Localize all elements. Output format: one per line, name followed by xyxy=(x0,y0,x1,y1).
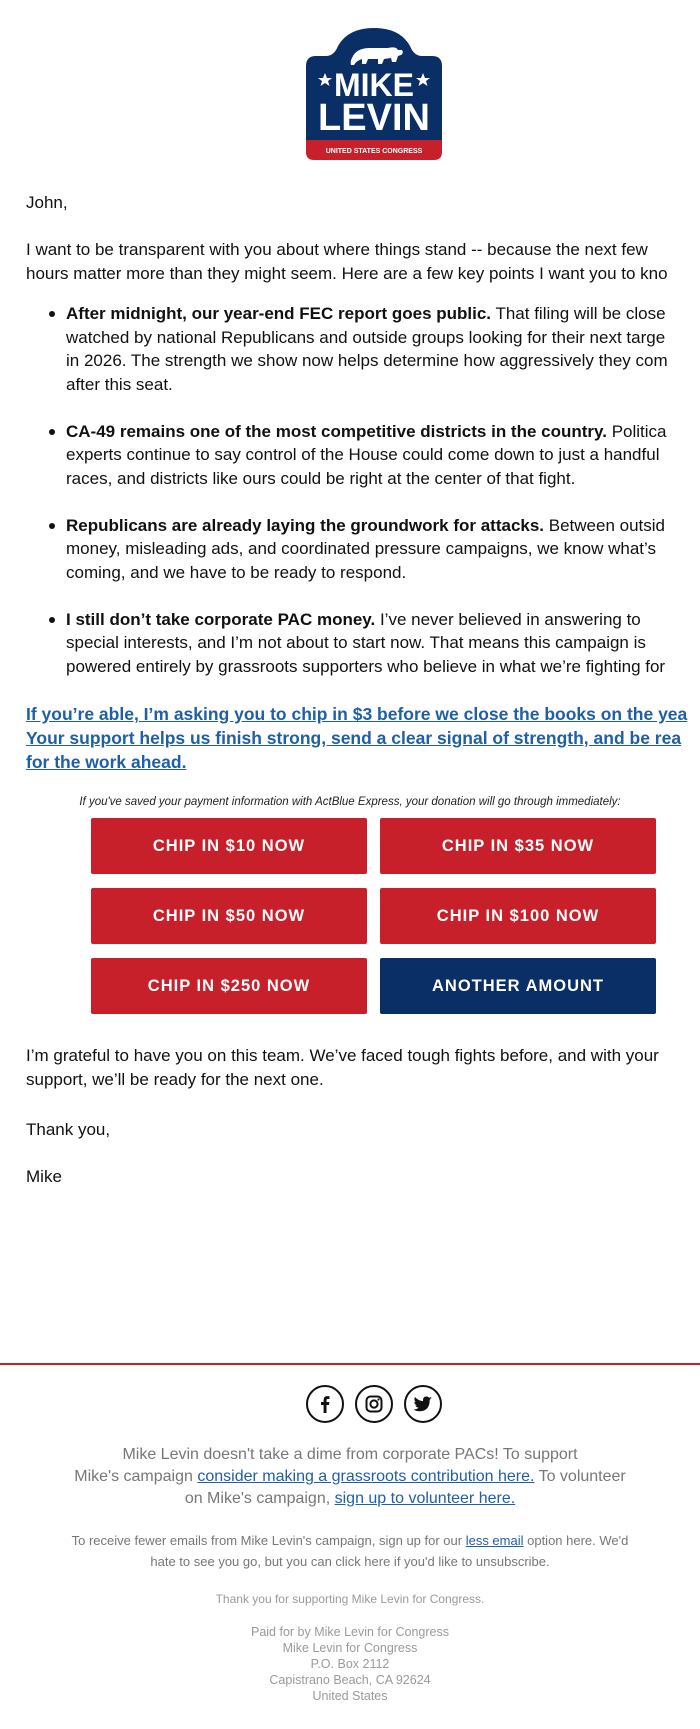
footer-message xyxy=(0,1444,700,1510)
footer-thanks: Thank you for supporting Mike Levin for Congress. xyxy=(215,1592,485,1606)
instagram-icon[interactable] xyxy=(355,1385,393,1423)
thank-you-text: Thank you, xyxy=(26,1120,111,1139)
footer-line: Mike Levin doesn't take a dime from corporate PACs! To support xyxy=(122,1446,578,1463)
point-text: That filing will be close xyxy=(491,304,666,323)
less-email-link[interactable]: less email xyxy=(465,1533,524,1548)
grassroots-contribution-link[interactable]: consider making a grassroots contribution here. xyxy=(197,1468,535,1485)
actblue-express-note: If you've saved your payment information with ActBlue Express, your donation will go through immediately: xyxy=(79,796,621,808)
point-text: powered entirely by grassroots supporters who believe in what we’re fighting for xyxy=(66,656,666,676)
greeting: John, xyxy=(26,193,68,212)
point-text: in 2026. The strength we show now helps determine how aggressively they com xyxy=(66,351,668,370)
chip-in-10-button[interactable]: CHIP IN $10 NOW xyxy=(91,818,367,874)
address-line: Mike Levin for Congress xyxy=(282,1641,418,1655)
closing-paragraph xyxy=(26,1044,700,1091)
list-item xyxy=(26,608,700,679)
logo-name-line1: MIKE xyxy=(334,67,414,103)
point-text: Politica xyxy=(606,421,667,441)
email-preferences xyxy=(0,1530,700,1572)
footer-text: Mike's campaign xyxy=(74,1468,198,1485)
donate-cta-link[interactable] xyxy=(26,702,700,774)
closing-line: I’m grateful to have you on this team. We’ve faced tough fights before, and with your xyxy=(26,1046,659,1065)
list-item xyxy=(26,302,700,396)
point-text: after this seat. xyxy=(66,374,173,394)
point-text: special interests, and I’m not about to start now. That means this campaign is xyxy=(66,633,646,652)
address-line: Paid for by Mike Levin for Congress xyxy=(250,1625,449,1639)
intro-paragraph xyxy=(26,238,700,285)
closing-line: support, we’ll be ready for the next one. xyxy=(26,1069,324,1089)
another-amount-button[interactable]: ANOTHER AMOUNT xyxy=(380,958,656,1014)
intro-line: I want to be transparent with you about where things stand -- because the next few xyxy=(26,240,648,259)
point-headline: Republicans are already laying the groundwork for attacks. xyxy=(66,515,545,535)
footer-text: option here. We'd xyxy=(523,1533,629,1548)
logo-subtitle: UNITED STATES CONGRESS xyxy=(325,148,423,155)
point-text: watched by national Republicans and outside groups looking for their next targe xyxy=(66,327,666,347)
list-item xyxy=(26,514,700,585)
point-text: money, misleading ads, and coordinated pressure campaigns, we know what’s xyxy=(66,539,656,558)
intro-line: hours matter more than they might seem. Here are a few key points I want you to kno xyxy=(26,263,668,283)
campaign-logo xyxy=(304,26,444,164)
point-text: races, and districts like ours could be right at the center of that fight. xyxy=(66,468,576,488)
cta-line: Your support helps us finish strong, send a clear signal of strength, and be rea xyxy=(26,728,682,748)
chip-in-35-button[interactable]: CHIP IN $35 NOW xyxy=(380,818,656,874)
list-item xyxy=(26,420,700,491)
chip-in-50-button[interactable]: CHIP IN $50 NOW xyxy=(91,888,367,944)
unsubscribe-text[interactable]: hate to see you go, but you can click here if you'd like to unsubscribe. xyxy=(150,1554,550,1569)
footer-text: on Mike's campaign, xyxy=(184,1490,335,1507)
chip-in-100-button[interactable]: CHIP IN $100 NOW xyxy=(380,888,656,944)
footer-text: To volunteer xyxy=(534,1468,626,1485)
point-headline: CA-49 remains one of the most competitive districts in the country. xyxy=(66,421,607,441)
chip-in-250-button[interactable]: CHIP IN $250 NOW xyxy=(91,958,367,1014)
footer-text: To receive fewer emails from Mike Levin's campaign, sign up for our xyxy=(71,1533,466,1548)
footer-address xyxy=(0,1624,700,1704)
point-text: experts continue to say control of the House could come down to just a handful xyxy=(66,445,660,464)
twitter-icon[interactable] xyxy=(404,1385,442,1423)
facebook-icon[interactable] xyxy=(306,1385,344,1423)
address-line: P.O. Box 2112 xyxy=(310,1657,390,1671)
cta-line: If you’re able, I’m asking you to chip in $3 before we close the books on the yea xyxy=(26,704,688,724)
address-line: United States xyxy=(312,1689,388,1703)
footer-divider xyxy=(0,1363,700,1365)
volunteer-signup-link[interactable]: sign up to volunteer here. xyxy=(334,1490,516,1507)
logo-name-line2: LEVIN xyxy=(318,97,430,139)
point-text: coming, and we have to be ready to respond. xyxy=(66,562,407,582)
point-headline: I still don’t take corporate PAC money. xyxy=(66,609,376,629)
key-points-list xyxy=(26,302,700,702)
cta-line: for the work ahead. xyxy=(26,752,187,772)
point-headline: After midnight, our year-end FEC report goes public. xyxy=(66,304,492,323)
signature: Mike xyxy=(26,1167,62,1186)
point-text: I’ve never believed in answering to xyxy=(375,609,641,629)
address-line: Capistrano Beach, CA 92624 xyxy=(269,1673,431,1687)
point-text: Between outsid xyxy=(544,515,665,535)
